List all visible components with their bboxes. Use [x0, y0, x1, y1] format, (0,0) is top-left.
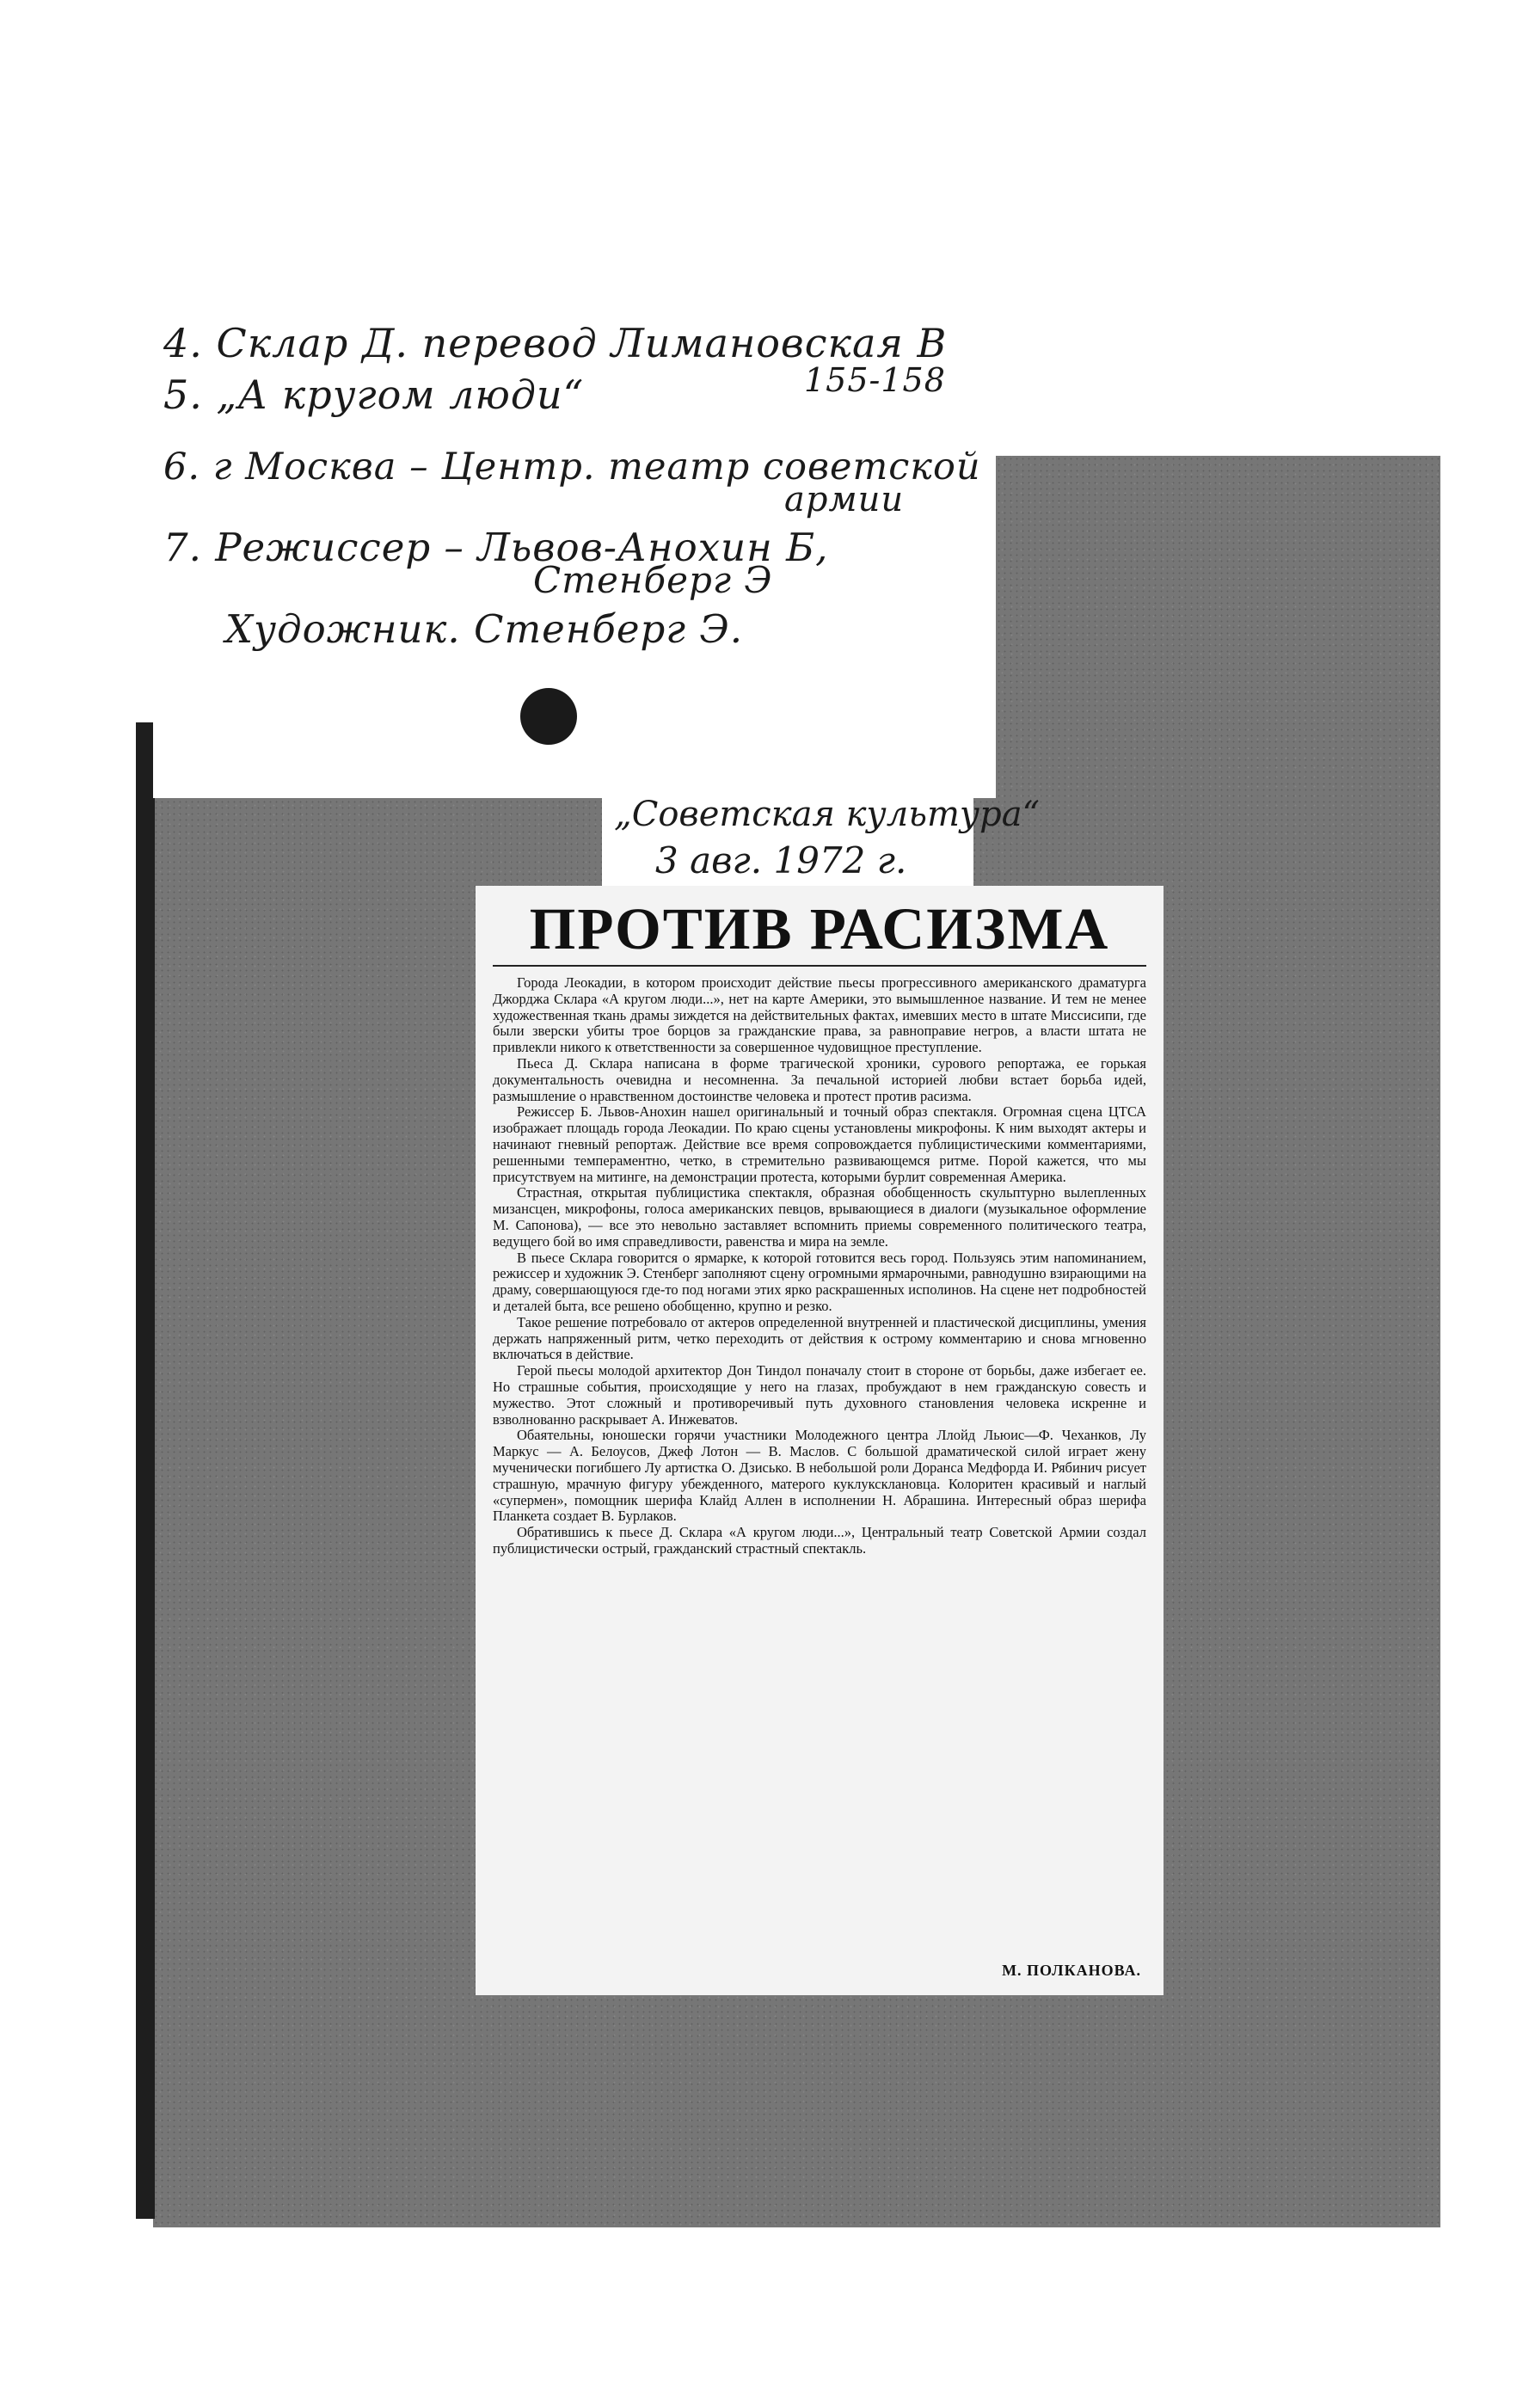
article-paragraph: В пьесе Склара говорится о ярмарке, к которой готовится весь город. Пользуясь этим напоминанием, режиссер и художник Э. Стенберг заполняют сцену огромными ярмарочными, равнодушно взирающими на драму, совершающуюся где-то под ногами этих ярко раскрашенных исполинов. На сцене нет подробностей и деталей быта, все решено обобщенно, крупно и резко.: [493, 1249, 1146, 1314]
source-newspaper: „Советская культура“: [614, 795, 1040, 834]
article-body: [493, 975, 1146, 1557]
newspaper-clipping: [476, 886, 1164, 1995]
card-pages: 155-158: [804, 361, 946, 399]
article-paragraph: Пьеса Д. Склара написана в форме трагической хроники, сурового репортажа, ее горькая документальность очевидна и несомненна. За печальной историей любви встает борьба идей, размышление о нравственном достоинстве человека и протест против расизма.: [493, 1054, 1146, 1104]
card-line-theatre: 6. г Москва – Центр. театр советской: [163, 445, 981, 488]
card-line-title: 5. „А кругом люди“: [163, 372, 585, 418]
article-paragraph: Герой пьесы молодой архитектор Дон Тиндол поначалу стоит в стороне от борьбы, даже избегает ее. Но страшные события, происходящие у него на глазах, пробуждают в нем гражданскую совесть и мужество. Этот сложный и противоречивый путь духовного становления человека искренне и взволнованно раскрывает А. Инжеватов.: [493, 1362, 1146, 1428]
source-date: 3 авг. 1972 г.: [655, 839, 907, 882]
card-line-artist: Художник. Стенберг Э.: [225, 606, 744, 652]
card-line-theatre-cont: армии: [784, 480, 905, 519]
card-line-author: 4. Склар Д. перевод Лимановская В: [163, 320, 948, 366]
article-paragraph: Города Леокадии, в котором происходит действие пьесы прогрессивного американского драматурга Джорджа Склара «А кругом люди...», нет на карте Америки, это вымышленное название. И тем не менее художественная ткань драмы зиждется на действительных фактах, имевших место в штате Миссисипи, где были зверски убиты трое борцов за гражданские права, за равноправие негров, а власти штата не привлекли никого к ответственности за совершенное чудовищное преступление.: [493, 974, 1146, 1056]
index-card-tab: [961, 447, 996, 798]
punch-hole: [520, 688, 577, 745]
board-edge-shadow: [136, 722, 155, 2219]
article-signature: М. ПОЛКАНОВА.: [1002, 1962, 1141, 1979]
source-label: [602, 791, 1040, 888]
article-paragraph: Такое решение потребовало от актеров определенной внутренней и пластической дисциплины, умения держать напряженный ритм, четко переходить от действия к острому комментарию и снова мгновенно включаться в действие.: [493, 1313, 1146, 1363]
article-paragraph: Страстная, открытая публицистика спектакля, образная обобщенность скульптурно вылепленных мизансцен, микрофоны, голоса американских певцов, врывающиеся в диалоги (музыкальное оформление М. Сапонова), — все это невольно заставляет вспомнить приемы современного политического театра, ведущего бой во имя справедливости, равенства и мира на земле.: [493, 1184, 1146, 1250]
article-paragraph: Режиссер Б. Львов-Анохин нашел оригинальный и точный образ спектакля. Огромная сцена ЦТСА изображает площадь города Леокадии. По краю сцены установлены микрофоны. К ним выходят актеры и начинают гневный репортаж. Действие все время сопровождается публицистическими комментариями, решенными темпераментно, четко, в стремительно развивающемся ритме. Порой кажется, что мы присутствуем на митинге, на демонстрации протеста, которыми бурлит современная Америка.: [493, 1103, 1146, 1185]
article-headline: ПРОТИВ РАСИЗМА: [493, 893, 1146, 967]
card-line-director: 7. Режиссер – Львов-Анохин Б,: [163, 525, 829, 570]
article-paragraph: Обаятельны, юношески горячи участники Молодежного центра Ллойд Льюис—Ф. Чеханков, Лу Маркус — А. Белоусов, Джеф Лотон — В. Маслов. С большой драматической силой играет жену мученически погибшего Лу артистка О. Дзисько. В небольшой роли Доранса Медфорда И. Рябинич рисует страшную, мрачную фигуру убежденного, матерого куклуксклановца. Колоритен красивый и наглый «супермен», помощник шерифа Клайд Аллен в исполнении Н. Абрашина. Интересный образ шерифа Планкета создает В. Бурлаков.: [493, 1427, 1146, 1525]
card-line-director-cont: Стенберг Э: [533, 559, 773, 601]
article-paragraph: Обратившись к пьесе Д. Склара «А кругом люди...», Центральный театр Советской Армии создал публицистически острый, гражданский страстный спектакль.: [493, 1524, 1146, 1557]
